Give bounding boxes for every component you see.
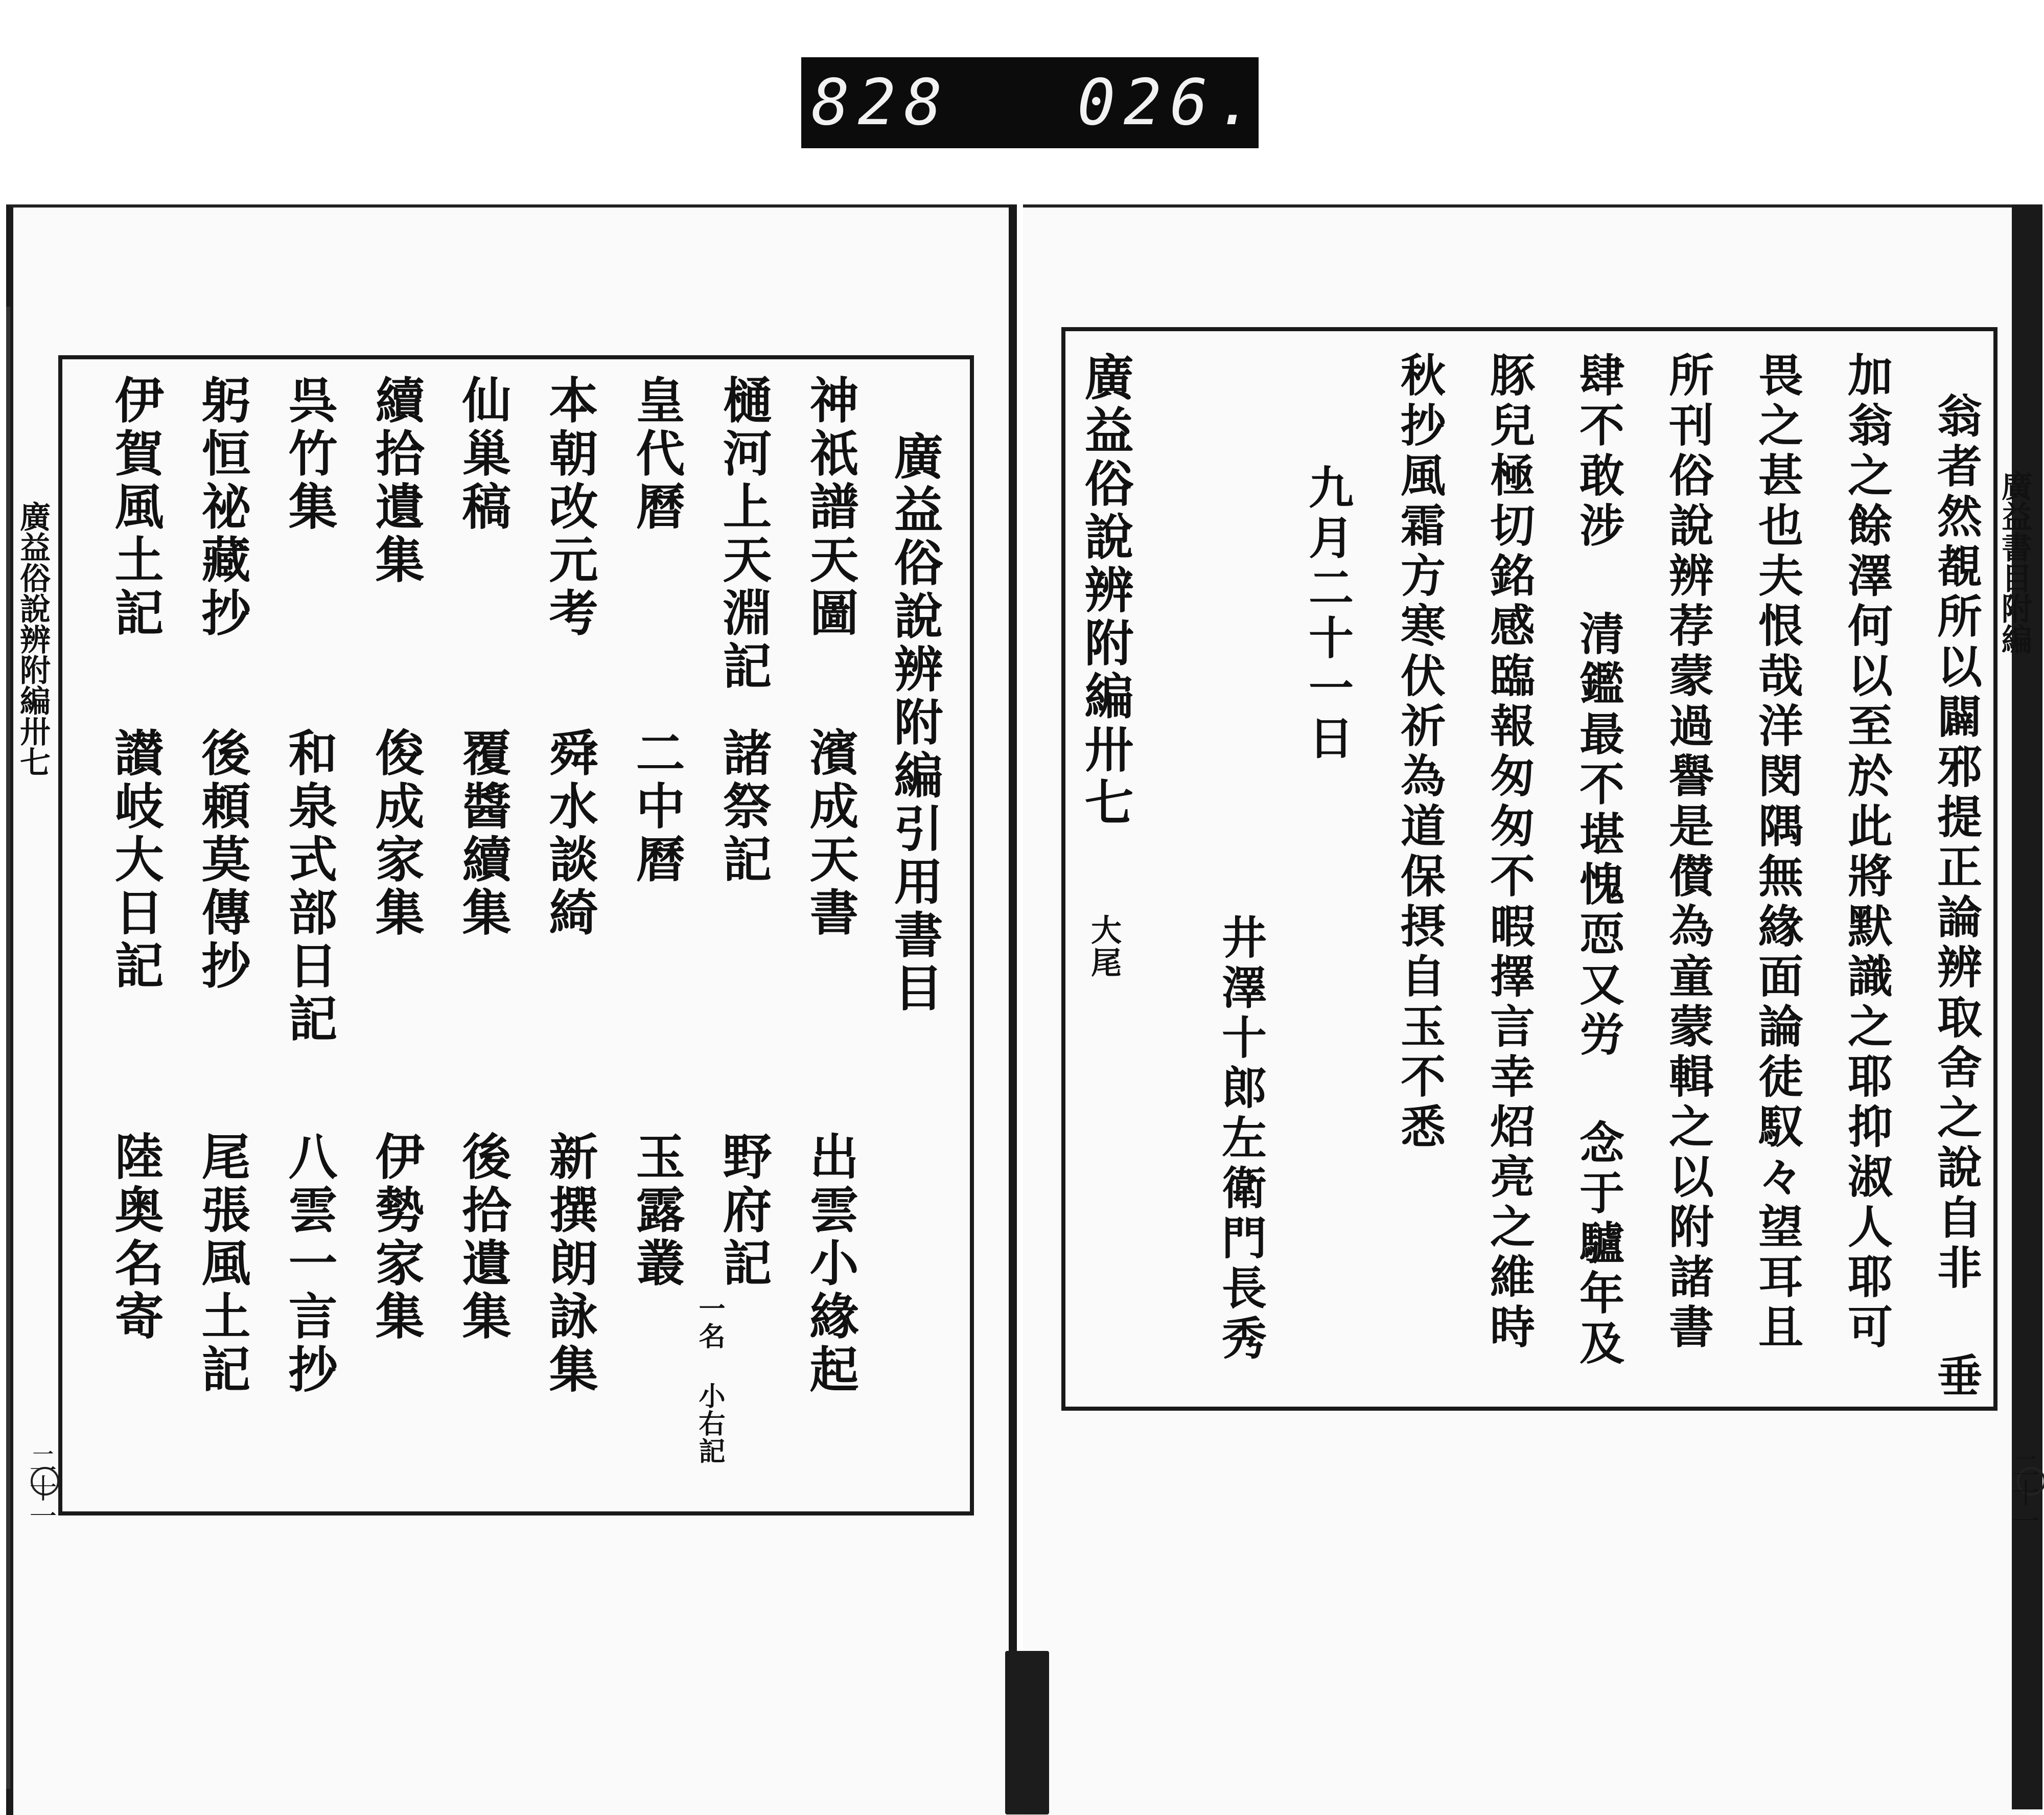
list-item: 出雲小緣起 — [802, 1131, 860, 1397]
body-column: 畏之甚也夫恨哉洋閔隅無緣面論徒馭々望耳且 — [1751, 352, 1804, 1353]
list-item: 濱成天書 — [802, 727, 860, 940]
list-item: 讃岐大日記 — [107, 727, 165, 993]
book-gutter — [1009, 204, 1017, 1809]
list-item: 玉露叢 — [628, 1131, 686, 1291]
list-item: 覆醬續集 — [454, 727, 512, 940]
list-item: 舜水談綺 — [541, 727, 599, 940]
list-item: 諸祭記 — [715, 727, 773, 887]
left-page-edge — [6, 307, 10, 1789]
list-item: 皇代曆 — [628, 375, 686, 534]
list-item: 躬恒祕藏抄 — [194, 375, 251, 640]
list-item: 尾張風土記 — [194, 1131, 251, 1397]
right-fold-number: 二十一 — [2008, 1452, 2040, 1534]
list-item: 樋河上天淵記 — [715, 375, 773, 694]
body-column: 所刊俗說辨荐蒙過譽是儧為童蒙輯之以附諸書 — [1662, 352, 1715, 1353]
list-item: 伊勢家集 — [367, 1131, 425, 1344]
left-fold-number: 二十一 — [25, 1446, 57, 1529]
list-item: 仙巢稿 — [454, 375, 512, 534]
volume-end-mark: 大尾 — [1086, 914, 1122, 979]
list-item: 二中曆 — [628, 727, 686, 887]
list-item: 呉竹集 — [281, 375, 338, 534]
list-item: 新撰朗詠集 — [541, 1131, 599, 1397]
list-item: 野府記 — [715, 1131, 773, 1291]
right-page-edge — [2012, 204, 2042, 1809]
reference-list-frame — [58, 355, 974, 1515]
body-column: 秋抄風霜方寒伏祈為道保摂自玉不悉 — [1393, 352, 1447, 1153]
volume-title: 廣益俗說辨附編卅七 — [1077, 352, 1134, 830]
body-column: 肆不敢涉 清鑑最不堪愧恧又労 念于驢年及 — [1572, 352, 1625, 1370]
list-item: 後拾遺集 — [454, 1131, 512, 1344]
list-item: 伊賀風土記 — [107, 375, 165, 640]
list-item: 本朝改元考 — [541, 375, 599, 640]
list-item: 陸奥名寄 — [107, 1131, 165, 1344]
reference-list-heading: 廣益俗說辨附編引用書目 — [886, 431, 944, 1016]
left-margin-title: 廣益俗說辨附編卅七 — [15, 501, 51, 777]
body-column: 豚兒極切銘感臨報匆匆不暇擇言幸炤亮之維時 — [1483, 352, 1536, 1353]
letter-date: 九月二十一日 — [1302, 464, 1355, 765]
list-item: 後頼莫傳抄 — [194, 727, 251, 993]
book-spread — [6, 204, 2044, 1813]
list-item-note: 一名 小右記 — [694, 1295, 725, 1465]
body-column: 翁者然覩所以闢邪提正論辨取舍之說自非 垂 — [1930, 393, 1983, 1403]
right-margin-title: 廣益書目附編 — [1996, 470, 2032, 654]
list-item: 和泉式部日記 — [281, 727, 338, 1046]
call-number-plate — [801, 57, 1263, 148]
letter-signature: 井澤十郎左衛門長秀 — [1215, 914, 1268, 1365]
bookmark-ribbon — [1005, 1651, 1049, 1814]
list-item: 俊成家集 — [367, 727, 425, 940]
body-column: 加翁之餘澤何以至於此將默識之耶抑淑人耶可 — [1841, 352, 1894, 1353]
list-item: 續拾遺集 — [367, 375, 425, 587]
list-item: 八雲一言抄 — [281, 1131, 338, 1397]
list-item: 神祇譜天圖 — [802, 375, 860, 640]
call-number-left: 828 — [811, 66, 950, 140]
call-number-right: 026. — [1077, 66, 1263, 140]
postscript-frame — [1061, 327, 1997, 1411]
